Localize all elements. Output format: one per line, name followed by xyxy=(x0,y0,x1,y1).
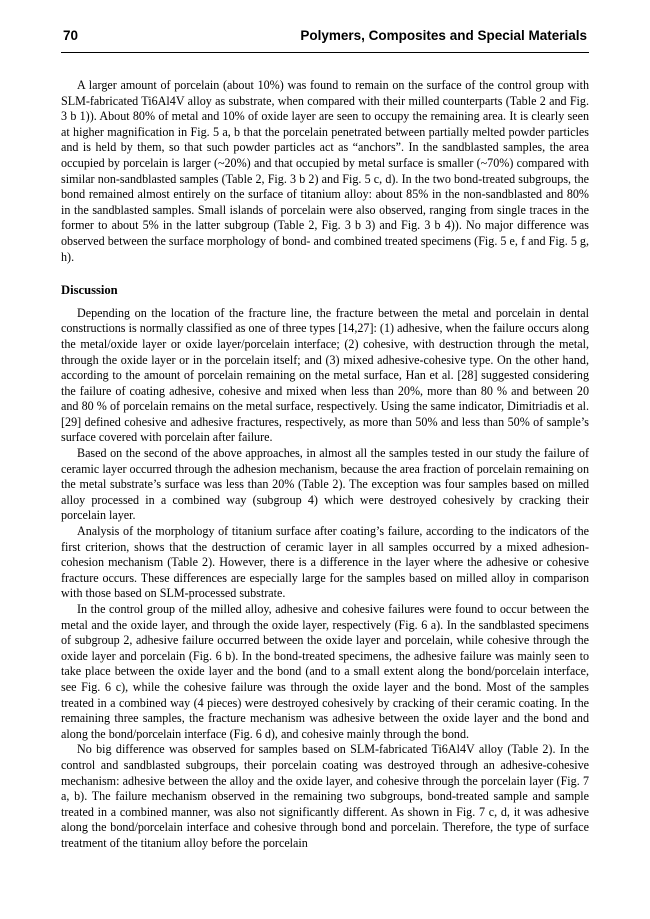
page-number: 70 xyxy=(63,28,79,43)
discussion-paragraph-1: Depending on the location of the fracture line, the fracture between the metal and porcelain in dental constructions is normally classified as one of three types [14,27]: (1) adhesive, when the failure occurs along the metal/oxide layer or oxide layer/porcelain interface; (2) cohesive, with destruction through the metal, through the oxide layer or in the porcelain itself; and (3) mixed adhesive-cohesive type. On the other hand, according to the amount of porcelain remaining on the metal surface, Han et al. [28] suggested considering the failure of coating adhesive, cohesive and mixed when less than 20%, more than 80 % and between 20 and 80 % of porcelain remains on the metal surface, respectively. Using the same indicator, Dimitriadis et al. [29] defined cohesive and adhesive fractures, respectively, as more than 50% and less than 50% of sample’s surface covered with porcelain after failure. xyxy=(61,305,589,445)
discussion-paragraph-4: In the control group of the milled alloy, adhesive and cohesive failures were found to occur between the metal and the oxide layer, and through the oxide layer, respectively (Fig. 6 a). In the sandblasted specimens of subgroup 2, adhesive failure occurred between the oxide layer and porcelain, while cohesive through the oxide layer and porcelain (Fig. 6 b). In the bond-treated specimens, the adhesive failure was mainly seen to take place between the oxide layer and the bond (and to a small extent along the bond/porcelain interface, see Fig. 6 c), while the cohesive failure was through the oxide layer and the bond. Most of the samples treated in a combined way (4 pieces) were destroyed cohesively by cracking of their ceramic coating. In the remaining three samples, the fracture mechanism was adhesive between the oxide layer and the bond and along the bond/porcelain interface (Fig. 6 d), and cohesive mainly through the bond. xyxy=(61,602,589,741)
page-header xyxy=(61,18,589,53)
discussion-paragraph-2: Based on the second of the above approaches, in almost all the samples tested in our study the failure of ceramic layer occurred through the adhesion mechanism, because the area fraction of porcelain remaining on the metal substrate’s surface was less than 20% (Table 2). The exception was four samples based on milled alloy processed in a combined way (subgroup 4) which were destroyed cohesively by cracking their porcelain layer. xyxy=(61,446,589,523)
discussion-paragraph-5: No big difference was observed for samples based on SLM-fabricated Ti6Al4V alloy (Table 2). In the control and sandblasted subgroups, their porcelain coating was destroyed through an adhesive-cohesive mechanism: adhesive between the alloy and the oxide layer, and cohesive through the porcelain layer (Fig. 7 a, b). The failure mechanism observed in the remaining two subgroups, bond-treated sample and sample treated in a combined manner, was also not significantly different. As shown in Fig. 7 c, d, it was adhesive along the bond/porcelain interface and cohesive through bond and porcelain. Therefore, the type of surface treatment of the titanium alloy before the porcelain xyxy=(61,742,589,850)
results-paragraph: A larger amount of porcelain (about 10%) was found to remain on the surface of the control group with SLM-fabricated Ti6Al4V alloy as substrate, when compared with their milled counterparts (Table 2 and Fig. 3 b 1)). About 80% of metal and 10% of oxide layer are seen to occupy the remaining area. It is clearly seen at higher magnification in Fig. 5 a, b that the porcelain penetrated between partially melted powder particles and is held by them, so that such powder particles act as “anchors”. In the sandblasted samples, the area occupied by porcelain is larger (~20%) and that occupied by metal surface is smaller (~70%) compared with similar non-sandblasted samples (Table 2, Fig. 3 b 2) and Fig. 5 c, d). In the two bond-treated subgroups, the bond remained almost entirely on the surface of titanium alloy: about 85% in the non-sandblasted and 80% in the sandblasted samples. Small islands of porcelain were also observed, ranging from single traces in the former to about 5% in the latter subgroup (Table 2, Fig. 3 b 3) and Fig. 3 b 4)). No major difference was observed between the surface morphology of bond- and combined treated specimens (Fig. 5 e, f and Fig. 5 g, h). xyxy=(61,78,589,264)
discussion-heading: Discussion xyxy=(61,283,118,298)
discussion-paragraph-3: Analysis of the morphology of titanium surface after coating’s failure, according to the indicators of the first criterion, shows that the destruction of ceramic layer in all samples occurred by a mixed adhesion-cohesion mechanism (Table 2). However, there is a difference in the layer where the adhesive or cohesive fracture occurs. These differences are especially large for the samples based on milled alloy in comparison with those based on SLM-processed substrate. xyxy=(61,524,589,601)
body-text xyxy=(61,78,589,852)
running-title: Polymers, Composites and Special Materials xyxy=(300,28,587,43)
